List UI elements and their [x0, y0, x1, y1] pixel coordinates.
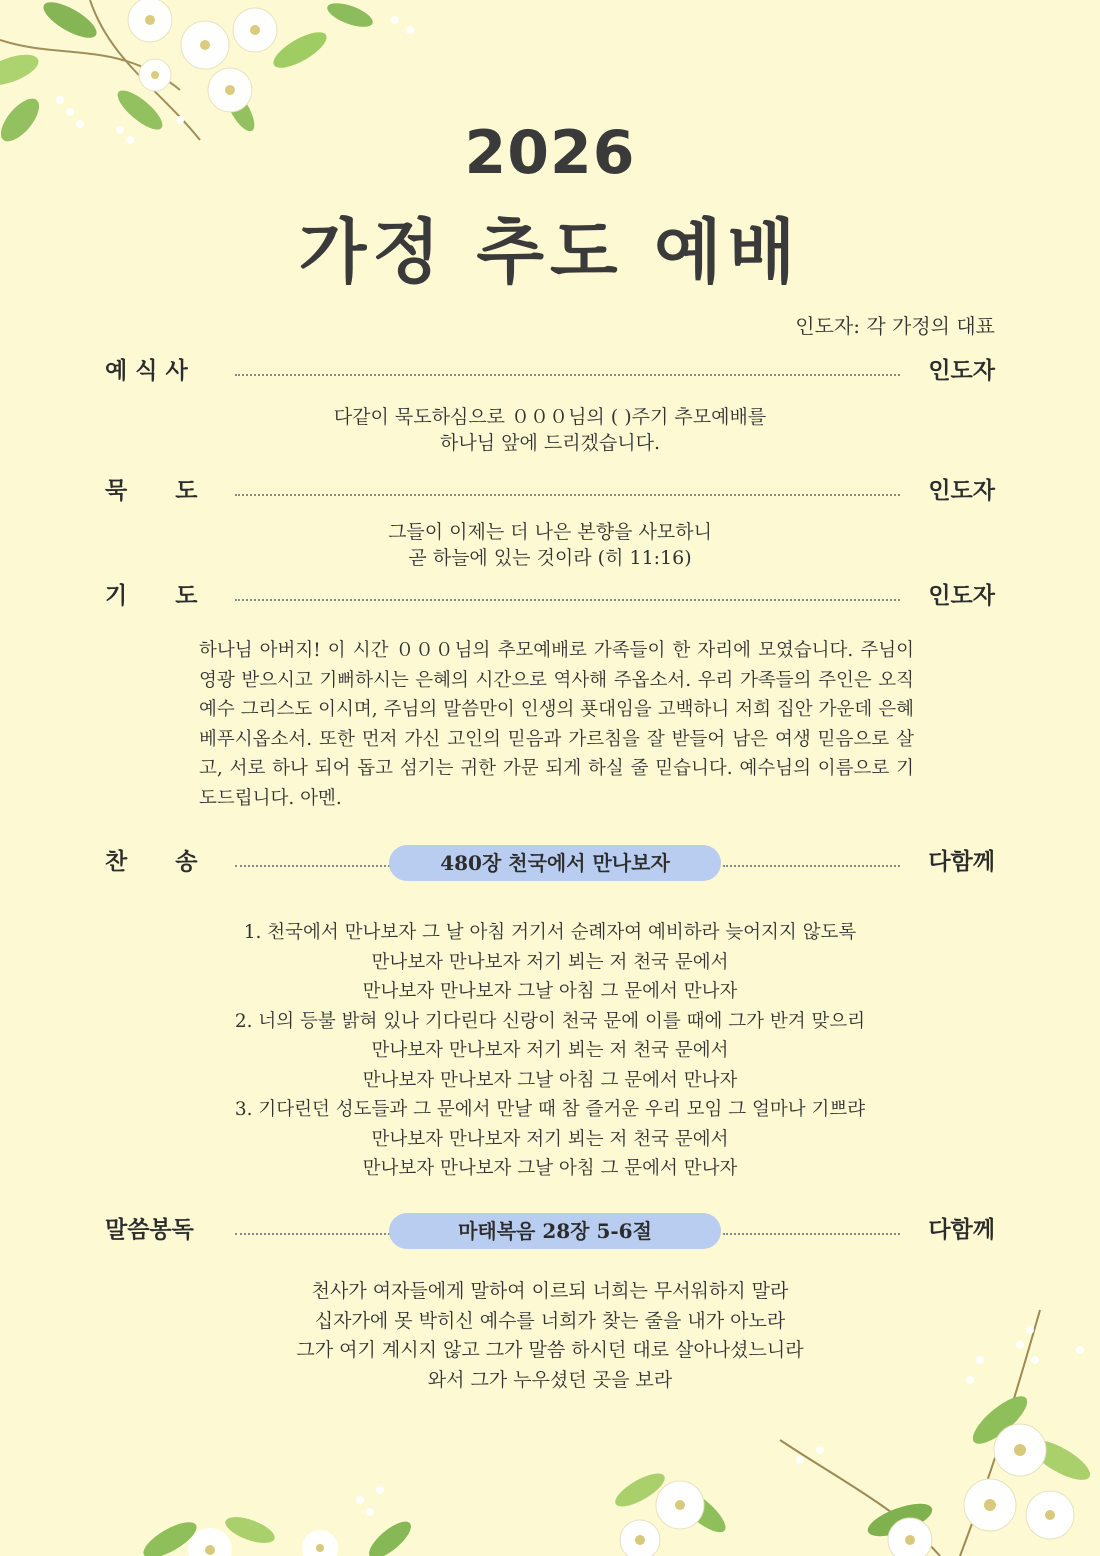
dotted-leader: [723, 865, 900, 867]
scripture-line: 천사가 여자들에게 말하여 이르되 너희는 무서워하지 말라: [311, 1280, 789, 1302]
prayer-text: 하나님 아버지! 이 시간 ０００님의 추모예배로 가족들이 한 자리에 모였습니다. 주님이 영광 받으시고 기뻐하시는 은혜의 시간으로 역사해 주옵소서. 우리 가족들의 주인은 오직 예수 그리스도 이시며, 주님의 말씀만이 인생의 푯대임을 고백하니 저희 집안 가운데 은혜 베푸시옵소서. 또한 먼저 가신 고인의 믿음과 가르침을 잘 받들어 남은 여생 믿음으로 살고, 서로 하나 되어 돕고 섬기는 귀한 가문 되게 하실 줄 믿습니다. 예수님의 이름으로 기도드립니다. 아멘.: [199, 640, 914, 809]
section-leader: 다함께: [928, 848, 995, 875]
lyric-line: 만나보자 만나보자 그날 아침 그 문에서 만나자: [362, 1069, 738, 1091]
section-leader: 인도자: [928, 357, 995, 384]
lyric-line: 3. 기다린던 성도들과 그 문에서 만날 때 참 즐거운 우리 모임 그 얼마나 기쁘랴: [234, 1099, 866, 1120]
scripture-line: 와서 그가 누우셨던 곳을 보라: [427, 1368, 673, 1391]
section-leader: 인도자: [928, 477, 995, 504]
text-line: 하나님 앞에 드리겠습니다.: [439, 432, 660, 454]
section-row-silent-prayer: [105, 474, 995, 508]
lyric-line: 만나보자 만나보자 그날 아침 그 문에서 만나자: [362, 1158, 738, 1179]
text-line: 그들이 이제는 더 나은 본향을 사모하니: [388, 521, 712, 543]
lyric-line: 만나보자 만나보자 그날 아침 그 문에서 만나자: [362, 981, 738, 1002]
lyric-line: 2. 너의 등불 밝혀 있나 기다린다 신랑이 천국 문에 이를 때에 그가 반겨 맞으리: [234, 1010, 866, 1032]
section-leader: 인도자: [928, 582, 995, 609]
page-title: 가정 추도 예배: [298, 211, 802, 293]
section-label: 말씀봉독: [105, 1216, 194, 1243]
section-label: 예 식 사: [105, 357, 188, 384]
hymn-lyrics: [0, 918, 1100, 1184]
lyric-line: 만나보자 만나보자 저기 뵈는 저 천국 문에서: [371, 1040, 729, 1061]
opening-text: [0, 404, 1100, 456]
hymn-title-badge: 480장 천국에서 만나보자: [389, 845, 721, 881]
silent-prayer-text: [0, 519, 1100, 571]
year-heading: 2026: [464, 118, 636, 188]
section-leader: 다함께: [928, 1216, 995, 1243]
lyric-line: 만나보자 만나보자 저기 뵈는 저 천국 문에서: [371, 951, 729, 973]
floral-decoration-bottom-left: [130, 1470, 450, 1556]
scripture-title-badge: 마태복음 28장 5-6절: [389, 1213, 721, 1249]
leader-note: 인도자: 각 가정의 대표: [795, 314, 995, 338]
scripture-text: [0, 1277, 1100, 1395]
dotted-leader: [235, 1233, 390, 1235]
lyric-line: 만나보자 만나보자 저기 뵈는 저 천국 문에서: [371, 1128, 729, 1150]
dotted-leader: [235, 599, 900, 601]
dotted-leader: [235, 374, 900, 376]
dotted-leader: [723, 1233, 900, 1235]
dotted-leader: [235, 865, 390, 867]
text-line: 다같이 묵도하심으로 ０００님의 ( )주기 추모예배를: [333, 406, 767, 428]
section-row-prayer: [105, 579, 995, 613]
dotted-leader: [235, 494, 900, 496]
scripture-line: 십자가에 못 박히신 예수를 너희가 찾는 줄을 내가 아노라: [314, 1309, 786, 1332]
section-row-scripture: [105, 1213, 995, 1247]
section-row-hymn: [105, 845, 995, 879]
text-line: 곧 하늘에 있는 것이라 (히 11:16): [408, 547, 692, 569]
section-label: 묵 도: [105, 477, 198, 504]
section-label: 찬 송: [105, 848, 198, 875]
lyric-line: 1. 천국에서 만나보자 그 날 아침 거기서 순례자여 예비하라 늦어지지 않도록: [243, 922, 857, 943]
section-label: 기 도: [105, 582, 198, 609]
scripture-line: 그가 여기 계시지 않고 그가 말씀 하시던 대로 살아나셨느니라: [296, 1339, 804, 1361]
section-row-opening: [105, 354, 995, 388]
